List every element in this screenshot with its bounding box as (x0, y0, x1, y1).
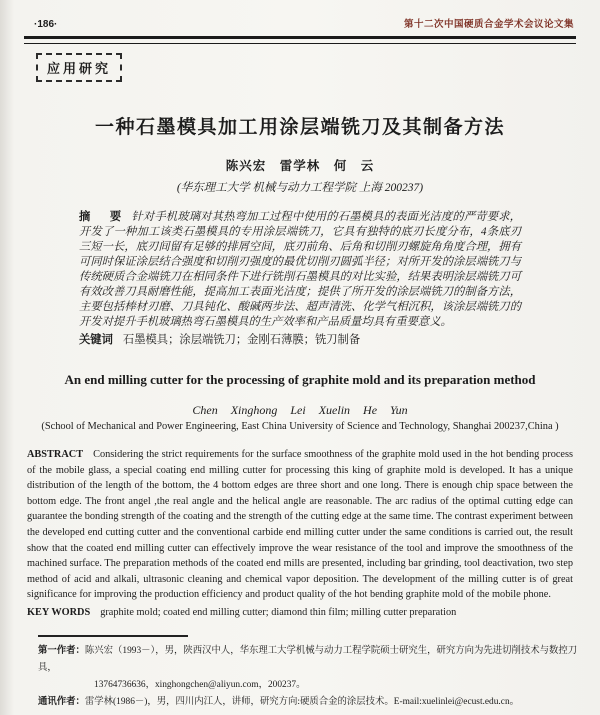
affiliation-cn: (华东理工大学 机械与动力工程学院 上海 200237) (176, 182, 424, 194)
abstract-cn (79, 210, 521, 330)
header-rule (24, 36, 576, 44)
abstract-text-en: Considering the strict requirements for the surface smoothness of the graphite mold used in the hot bending process of the mobile glass, a special coating end milling cutter for processing this king of graphite mold is developed. It has a unique distribution of the length of the bottom, the 4 bottom edges are three short and one long. There is enough chip space between the bottom edge. The front angel ,the real angle and the helical angle are reasonable. The arc radius of the optimal cutting edge can guarantee the bonding strength of the coating and the strength of the cutting edge at the same time. The contrast experiment between the developed end cutting cutter and the conventional carbide end milling cutter under the same conditions is carried out, the result show that the coated end milling cutter can effectively improve the wear resistance of the tool and improve the smoothness of the machined surface. The preparation methods of the coated end mills are presented, including bar grinding, tool deactivation, two step method of acid and alkali, ultrasonic cleaning and chemical vapor deposition. The development of the milling cutter is of great significance for improving the production efficiency and product quality of the hot bending graphite mold of the mobile phone. (27, 449, 573, 601)
footnote-line-1 (38, 643, 584, 677)
affiliation-en: (School of Mechanical and Power Engineering, East China University of Science and Technology, Shanghai 200237,China ) (41, 421, 559, 432)
page-header (0, 0, 600, 30)
keywords-cn (79, 333, 521, 348)
keywords-text-cn: 石墨模具；涂层端铣刀；金刚石薄膜；铣刀制备 (122, 334, 361, 346)
footnote-rule (38, 635, 188, 637)
abstract-label-en: ABSTRACT (27, 449, 84, 460)
authors-cn: 陈兴宏 雷学林 何 云 (225, 159, 375, 173)
authors-en: Chen Xinghong Lei Xuelin He Yun (192, 403, 408, 417)
footnote-block (0, 635, 600, 711)
paper-title-en: An end milling cutter for the processing of graphite mold and its preparation method (64, 372, 536, 387)
abstract-en (27, 447, 573, 603)
keywords-en (27, 605, 573, 621)
section-stamp: 应用研究 (36, 53, 122, 82)
abstract-label-cn: 摘 要 (79, 211, 126, 223)
footnote-line-3 (38, 694, 584, 711)
journal-header: 第十二次中国硬质合金学术会议论文集 (403, 19, 574, 30)
keywords-label-en: KEY WORDS (27, 606, 91, 618)
page-number: ·186· (34, 19, 58, 30)
keywords-label-cn: 关键词 (79, 334, 113, 346)
footnote-line-3-text: 雷学林(1986－)，男，四川内江人，讲师，研究方向:硬质合金的涂层技术。E-mail:xuelinlei@ecust.edu.cn。 (84, 697, 520, 707)
keywords-text-en: graphite mold; coated end milling cutter; diamond thin film; milling cutter preparation (100, 606, 457, 618)
footnote-line-3-label: 通讯作者： (38, 697, 85, 707)
footnote-line-2: 13764736636，xinghongchen@aliyun.com，200237。 (94, 680, 306, 690)
footnote-line-1-text: 陈兴宏（1993－），男，陕西汉中人，华东理工大学机械与动力工程学院硕士研究生，研究方向为先进切削技术与数控刀具， (38, 646, 578, 673)
paper-title-cn: 一种石墨模具加工用涂层端铣刀及其制备方法 (94, 117, 505, 138)
footnote-line-1-label: 第一作者： (38, 646, 85, 656)
abstract-text-cn: 针对手机玻璃对其热弯加工过程中使用的石墨模具的表面光洁度的严苛要求，开发了一种加工该类石墨模具的专用涂层端铣刀，它具有独特的底刃长度分布，4条底刃三短一长，底刃间留有足够的排屑空间，底刃前角、后角和切削刃螺旋角角度合理，拥有可同时保证涂层结合强度和切削刃强度的最优切削刃圆弧半径；对所开发的涂层端铣刀与传统硬质合金端铣刀在相同条件下进行铣削石墨模具的对比实验，结果表明涂层端铣刀可有效改善刀具耐磨性能，提高加工表面光洁度；提供了所开发的涂层端铣刀的制备方法，主要包括棒材刃磨、刀具钝化、酸碱两步法、超声清洗、化学气相沉积，该涂层端铣刀的开发对提升手机玻璃热弯石墨模具的生产效率和产品质量均具有重要意义。 (79, 211, 521, 328)
